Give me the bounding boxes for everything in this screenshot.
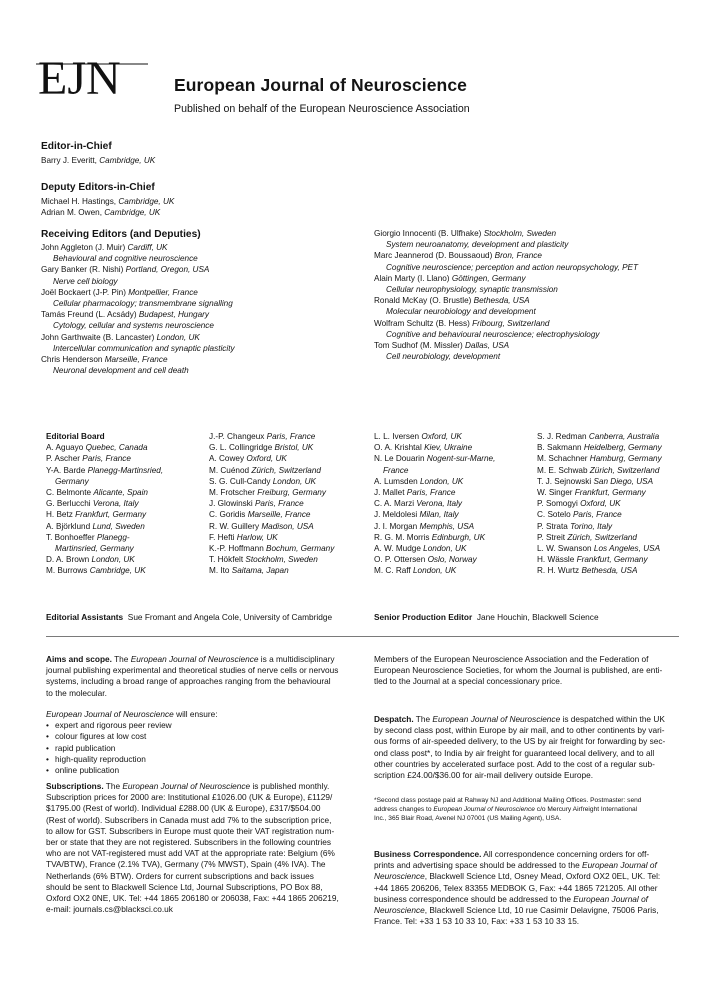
board-member [209,476,334,487]
editor-place: Cambridge, UK [99,156,156,165]
member-place: Edinburgh, UK [431,532,486,542]
editorial-assistants-label: Editorial Assistants [46,612,124,622]
board-member [537,431,662,442]
member-place: Verona, Italy [416,499,462,509]
board-member [537,509,662,520]
member-place: Harlow, UK [236,532,278,542]
board-member [46,498,163,509]
editor-name: Giorgio Innocenti (B. Ulfhake) [374,229,482,238]
receiving-editor-entry [374,295,638,306]
editor-topic: Intercellular communication and synaptic plasticity [53,343,235,353]
receiving-editor-entry [374,228,638,239]
receiving-editor-entry [41,309,235,320]
member-place: Zürich, Switzerland [589,465,660,475]
deputy-editors-list [41,196,174,218]
member-place: Bristol, UK [274,443,314,453]
member-name: J. Glowinski [209,499,253,509]
editor-place: Budapest, Hungary [138,310,209,320]
member-place: Oslo, Norway [427,555,477,565]
member-name: R. W. Guillery [209,521,260,531]
member-place: Verona, Italy [92,499,139,509]
production-editor-label: Senior Production Editor [374,612,473,622]
member-place: London, UK [419,476,464,486]
text-line: scription £24.00/$36.00 for air-mail delivery outside Europe. [374,770,594,781]
member-name: J. Meldolesi [374,510,418,520]
member-place: Zürich, Switzerland [567,532,637,542]
member-place: Hamburg, Germany [589,454,662,464]
member-place: Torino, Italy [570,521,613,531]
member-name: T. Hökfelt [209,555,244,565]
member-place: Oxford, UK [246,454,287,464]
board-member [46,487,163,498]
board-member [209,521,334,532]
member-name: S. G. Cull-Candy [209,476,271,486]
receiving-editors-right [374,228,638,362]
board-member [374,521,495,532]
editor-name: Tamás Freund (L. Acsády) [41,310,137,320]
text-line: ond class post*, to India by air freight for guaranteed local delivery, and to all [374,747,655,758]
member-name: P. Strata [537,521,568,531]
receiving-editor-entry [374,340,638,351]
board-member [46,521,163,532]
editor-place: Portland, Oregon, USA [125,265,210,275]
senior-production-editor [374,612,599,623]
text-line: e-mail: journals.cs@blacksci.co.uk [46,904,173,915]
member-place: Kiev, Ukraine [424,443,473,453]
list-item: • high-quality reproduction [46,754,364,765]
editor-name: John Garthwaite (B. Lancaster) [41,332,155,342]
member-place: Planegg- [96,532,130,542]
member-place: Oxford, UK [580,499,621,509]
receiving-editor-entry [41,264,235,275]
member-place: Marseille, France [247,510,311,520]
editor-topic: Cognitive and behavioural neuroscience; electrophysiology [386,329,600,339]
board-member [209,442,334,453]
text-line: European Neuroscience Societies, for whom the Journal is published, are enti- [374,665,663,676]
editor-place: Cambridge, UK [118,197,175,206]
member-name: A. Cowey [209,454,245,464]
receiving-editor-entry [41,242,235,253]
editor-in-chief-entry [41,155,155,166]
board-member [209,554,334,565]
editorial-board-col1 [46,431,163,577]
member-place: Bochum, Germany [266,544,335,554]
ensure-list [46,720,364,776]
editorial-assistants [46,612,332,623]
section-heading: Editor-in-Chief [41,141,112,152]
member-name: C. Belmonte [46,488,92,498]
editor-name: Joël Bockaert (J-P. Pin) [41,287,126,297]
editor-in-chief-section [41,140,155,166]
member-place: Frankfurt, Germany [574,488,646,498]
receiving-editor-entry [374,250,638,261]
editor-name: Gary Banker (R. Nishi) [41,265,124,275]
journal-logo [36,42,148,102]
member-name: T. Bonhoeffer [46,532,95,542]
editor-place: Fribourg, Switzerland [472,318,550,328]
member-name: A. W. Mudge [374,544,421,554]
editor-topic: Neuronal development and cell death [53,366,189,376]
editor-place: Stockholm, Sweden [483,229,557,238]
board-member [374,554,495,565]
editor-topic: Cell neurobiology, development [386,352,501,362]
board-member [374,509,495,520]
board-member [209,532,334,543]
member-name: J. I. Morgan [374,521,418,531]
member-name: G. L. Collingridge [209,443,273,453]
member-name: M. C. Raff [374,566,411,576]
member-name: K.-P. Hoffmann [209,544,264,554]
postage-footnote: *Second class postage paid at Rahway NJ and Additional Mailing Offices. Postmaster: send address changes to European Journal of Neuroscience c/o Mercury Airfreight International Inc., 365 Blair Road, Avenel NJ 07001 (US Mailing Agent), USA. [374,797,642,822]
member-name: H. Wässle [537,555,575,565]
member-place: Lund, Sweden [92,521,145,531]
board-member [374,565,495,576]
member-place: Zürich, Switzerland [251,465,321,475]
editor-place: Cambridge, UK [104,208,161,218]
member-place: Paris, France [266,432,316,441]
member-name: S. J. Redman [537,432,587,441]
despatch-label: Despatch. [374,714,414,724]
member-name: P. Somogyi [537,499,578,509]
text-line: other countries by accelerated surface post. Add to the cost of a regular sub- [374,758,655,769]
receiving-editor-entry [374,273,638,284]
receiving-editor-entry [41,332,235,343]
board-member [46,442,163,453]
member-name: P. Ascher [46,454,80,464]
member-place: Freiburg, Germany [257,488,326,498]
board-member [374,476,495,487]
text-line: ous forms of air-speeded delivery, to the US by air freight for forwarding by sec- [374,736,666,747]
editor-topic: Cellular neurophysiology, synaptic transmission [386,285,558,295]
text-line: $1795.00 (Rest of world). Individual £288.00 (UK & Europe), £317/$504.00 [46,803,321,814]
list-item: • expert and rigorous peer review [46,720,364,731]
board-member [537,465,662,476]
editor-topic: Nerve cell biology [53,276,118,286]
production-editor-text: Jane Houchin, Blackwell Science [476,612,599,622]
svg-text:EJN: EJN [38,52,121,102]
text-line: Oxford OX2 0NE, UK. Tel: +44 1865 206180 or 206038, Fax: +44 1865 206219, [46,893,339,904]
deputy-editors-section [41,181,174,218]
member-place: San Diego, USA [593,476,654,486]
editorial-board-col4 [537,431,662,577]
board-member [209,509,334,520]
member-place: Milan, Italy [419,510,459,520]
editor-place: London, UK [156,332,200,342]
editor-topic: System neuroanatomy, development and plasticity [386,240,569,250]
member-place: Paris, France [82,454,131,464]
member-name: H. Betz [46,510,73,520]
subscriptions-label: Subscriptions. [46,781,104,791]
editorial-board-col3 [374,431,495,577]
editor-name: Tom Sudhof (M. Missler) [374,341,463,351]
member-place: Bethesda, USA [581,566,638,576]
board-member [46,453,163,464]
member-name: C. Goridis [209,510,246,520]
editor-name: Marc Jeannerod (D. Boussaoud) [374,251,493,261]
subscriptions: Subscriptions. The European Journal of Neuroscience is published monthly. Subscription prices for 2000 are: Institutional £1026.00 (UK & Europe), £1129/ $1795.00 (Rest of world). Individual £288.00 (UK & Europe), £317/$504.00 (Rest of world). Subscribers in Canada must add 7% to the subscription price, to allow for GST. Subscribers in Europe must quote their VAT registration num- ber or state that they are not registered. Subscribers in the following countries who are not VAT-registered must add VAT at the appropriate rate: Belgium (6% TVA/BTW), France (2.1% TVA), Germany (7% MWST), Spain (4% IVA). The Netherlands (6% BTW). Orders for current subscriptions and back issues should be sent to Blackwell Science Ltd, Journal Subscriptions, PO Box 88, Oxford OX2 0NE, UK. Tel: +44 1865 206180 or 206038, Fax: +44 1865 206219, e-mail: journals.cs@blacksci.co.uk [46,781,364,915]
member-name: R. G. M. Morris [374,532,430,542]
text-line: TVA/BTW), France (2.1% TVA), Germany (7% MWST), Spain (4% IVA). The [46,859,326,870]
board-member [537,521,662,532]
receiving-editors-section [41,228,235,376]
ensure-list-block: European Journal of Neuroscience will ensure: • expert and rigorous peer review • colour figures at low cost • rapid publication • high-quality reproduction • online publication [46,709,364,776]
member-name: J. Mallet [374,488,405,498]
member-place: Paris, France [254,499,304,509]
text-line: Netherlands (6% BTW). Orders for current subscriptions and back issues [46,870,314,881]
member-name: N. Le Douarin [374,454,425,464]
editor-place: Dallas, USA [465,341,510,351]
receiving-editor-entry [41,354,235,365]
board-member [537,487,662,498]
board-member [374,453,495,464]
board-member [209,543,334,554]
board-member [209,465,334,476]
member-place: Frankfurt, Germany [75,510,147,520]
list-item: • rapid publication [46,743,364,754]
member-name: L. W. Swanson [537,544,592,554]
member-name: D. A. Brown [46,555,90,565]
editor-topic: Behavioural and cognitive neuroscience [53,254,198,264]
editorial-board-heading: Editorial Board [46,432,105,441]
list-item: • colour figures at low cost [46,731,364,742]
member-name: P. Streit [537,532,566,542]
board-member [374,498,495,509]
board-member [374,543,495,554]
editor-name: Chris Henderson [41,355,103,365]
member-name: O. A. Krishtal [374,443,422,453]
text-line: should be sent to Blackwell Science Ltd, Journal Subscriptions, PO Box 88, [46,881,323,892]
member-place: Memphis, USA [419,521,475,531]
editor-topic: Molecular neurobiology and development [386,307,536,317]
member-name: A. Aguayo [46,443,84,453]
section-heading: Deputy Editors-in-Chief [41,182,155,193]
board-member [537,543,662,554]
board-member [537,554,662,565]
receiving-editor-entry [374,318,638,329]
member-name: A. Lumsden [374,476,418,486]
editor-name: Ronald McKay (O. Brustle) [374,296,472,306]
member-place-cont: France [383,465,409,475]
editorial-board-col2 [209,431,334,577]
board-member [374,442,495,453]
member-place: Heidelberg, Germany [583,443,662,453]
board-member [374,431,495,442]
business-label: Business Correspondence. [374,849,482,859]
board-member [209,565,334,576]
text-line: by second class post, within Europe by air mail, and to other continents by vari- [374,725,665,736]
member-name: M. Burrows [46,566,88,576]
editor-place: Göttingen, Germany [451,273,526,283]
member-name: F. Hefti [209,532,235,542]
board-member [209,487,334,498]
deputy-editor-entry [41,207,174,218]
member-name: L. L. Iversen [374,432,420,441]
editorial-assistants-text: Sue Fromant and Angela Cole, University of Cambridge [127,612,333,622]
text-line: (Rest of world). Subscribers in Canada must add 7% to the subscription price, [46,814,332,825]
member-place: London, UK [272,476,316,486]
member-name: M. Cuénod [209,465,250,475]
member-place: Madison, USA [261,521,314,531]
board-member [46,465,163,476]
member-name: M. Schachner [537,454,588,464]
member-place: Stockholm, Sweden [245,555,318,565]
member-name: R. H. Wurtz [537,566,580,576]
section-heading: Receiving Editors (and Deputies) [41,229,201,240]
members-paragraph [374,654,681,688]
receiving-editor-entry [41,287,235,298]
member-place: Saitama, Japan [231,566,289,576]
text-line: tled to the Journal at a special concessionary price. [374,676,563,687]
member-name: C. A. Marzi [374,499,415,509]
member-name: B. Sakmann [537,443,582,453]
member-name: M. Frotscher [209,488,255,498]
board-member [46,532,163,543]
member-place-cont: Germany [55,476,89,486]
aims-and-scope: Aims and scope. The European Journal of Neuroscience is a multidisciplinary journal publishing experimental and theoretical studies of nerve cells or nervous systems, including a broad range of approaches ranging from the behavioural to the molecular. [46,654,339,698]
member-place: London, UK [91,555,135,565]
editor-name: Alain Marty (I. Llano) [374,273,450,283]
member-name: J.-P. Changeux [209,432,265,441]
member-name: M. E. Schwab [537,465,588,475]
editor-topic: Cellular pharmacology; transmembrane signalling [53,299,233,309]
board-member [537,498,662,509]
member-place: Nogent-sur-Marne, [426,454,496,464]
editor-name: John Aggleton (J. Muir) [41,243,126,252]
editor-place: Bethesda, USA [473,296,530,306]
member-place: Oxford, UK [421,432,462,441]
editor-name: Michael H. Hastings, [41,197,117,206]
board-member [46,554,163,565]
board-member [209,498,334,509]
ejn-logo-icon [36,42,148,102]
despatch: Despatch. The European Journal of Neuroscience is despatched within the UK by second class post, within Europe by air mail, and to other continents by vari- ous forms of air-speeded delivery, to the US by air freight for forwarding by sec- ond class post*, to India by air freight for guaranteed local delivery, and to all other countries by accelerated surface post. Add to the cost of a regular sub- scription £24.00/$36.00 for air-mail delivery outside Europe. [374,714,681,781]
text-line: Subscription prices for 2000 are: Institutional £1026.00 (UK & Europe), £1129/ [46,792,333,803]
business-correspondence: Business Correspondence. All correspondence concerning orders for off- prints and advertising space should be addressed to the European Journal of Neuroscience, Blackwell Science Ltd, Osney Mead, Oxford OX2 0EL, UK. Tel: +44 1865 206206, Telex 83355 MEDBOK G, Fax: +44 1865 721205. All other business correspondence should be addressed to the European Journal of Neuroscience, Blackwell Science Ltd, 10 rue Casimir Delavigne, 75006 Paris, France. Tel: +33 1 53 10 33 10, Fax: +33 1 53 10 33 15. [374,849,661,927]
aims-label: Aims and scope. [46,654,112,664]
board-member [209,431,334,442]
member-place: London, UK [412,566,457,576]
board-member [374,532,495,543]
editor-topic: Cognitive neuroscience; perception and action neuropsychology, PET [386,262,638,272]
editor-name: Barry J. Everitt, [41,156,97,165]
member-name: A. Björklund [46,521,91,531]
journal-subtitle: Published on behalf of the European Neuroscience Association [174,103,470,115]
divider [46,636,679,637]
list-item: • online publication [46,765,364,776]
text-line: who are not VAT-registered must add VAT at the appropriate rate: Belgium (6% [46,848,335,859]
board-member [537,532,662,543]
member-place: Planegg-Martinsried, [87,465,164,475]
member-place: Frankfurt, Germany [576,555,648,565]
member-place: Cambridge, UK [89,566,146,576]
text-line: to allow for GST. Subscribers in Europe must quote their VAT registration num- [46,825,335,836]
editor-name: Wolfram Schultz (B. Hess) [374,318,470,328]
editor-place: Montpellier, France [128,287,198,297]
board-member [537,453,662,464]
editor-place: Cardiff, UK [127,243,168,252]
board-member [46,565,163,576]
text-line: ber or state that they are not registered. Subscribers in the following countries [46,837,332,848]
board-member [537,476,662,487]
member-place: Alicante, Spain [93,488,148,498]
member-place-cont: Martinsried, Germany [55,544,134,554]
member-name: G. Berlucchi [46,499,91,509]
board-member [537,565,662,576]
member-place: Canberra, Australia [588,432,660,441]
member-place: London, UK [423,544,467,554]
member-name: T. J. Sejnowski [537,476,592,486]
member-name: W. Singer [537,488,573,498]
member-name: M. Ito [209,566,230,576]
member-place: Quebec, Canada [85,443,148,453]
text-line: Members of the European Neuroscience Association and the Federation of [374,654,649,664]
member-place: Paris, France [572,510,622,520]
board-member [209,453,334,464]
member-name: O. P. Ottersen [374,555,426,565]
editor-place: Bron, France [494,251,542,261]
editor-topic: Cytology, cellular and systems neuroscience [53,321,214,331]
receiving-editors-left [41,242,235,376]
board-member [46,509,163,520]
member-place: Paris, France [406,488,456,498]
editor-place: Marseille, France [104,355,168,365]
editor-name: Adrian M. Owen, [41,208,102,218]
deputy-editor-entry [41,196,174,207]
journal-title: European Journal of Neuroscience [174,75,467,95]
member-place: Los Angeles, USA [593,544,661,554]
board-member [537,442,662,453]
member-name: Y-A. Barde [46,465,86,475]
member-name: C. Sotelo [537,510,571,520]
board-member [374,487,495,498]
